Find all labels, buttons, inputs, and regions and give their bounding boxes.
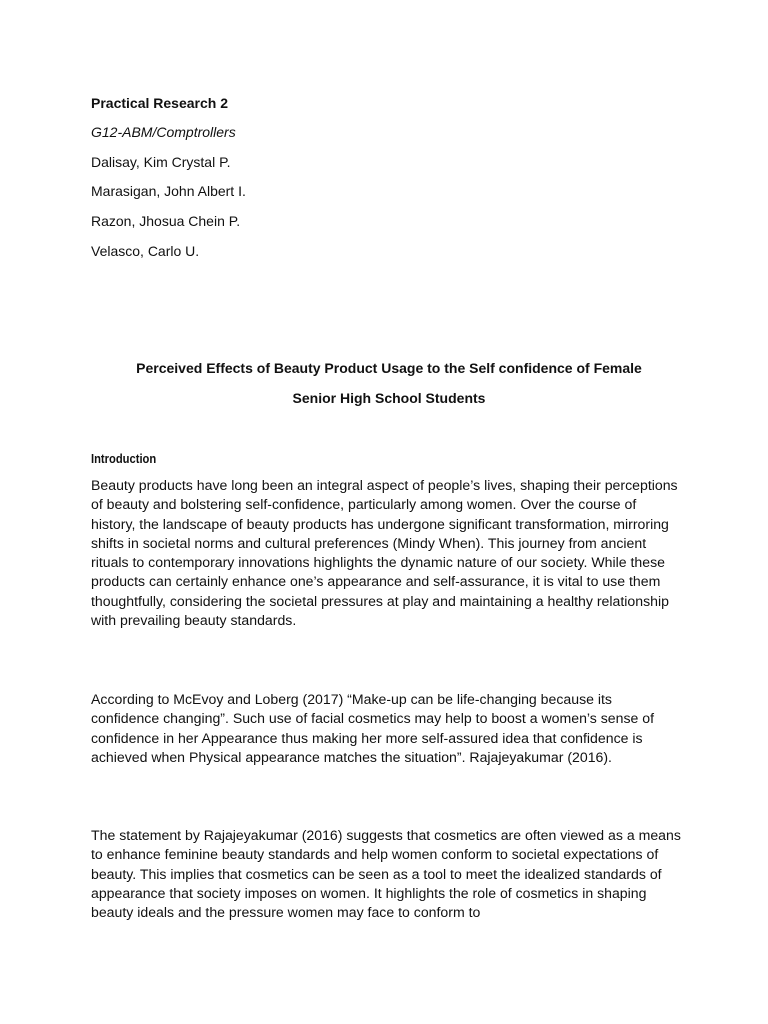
paper-title-line-1: Perceived Effects of Beauty Product Usage to the Self confidence of Female [136,360,642,376]
author-name: Dalisay, Kim Crystal P. [91,154,231,170]
body-paragraph: The statement by Rajajeyakumar (2016) suggests that cosmetics are often viewed as a means to enhance feminine beauty standards and help women conform to societal expectations of beauty. This implies that cosmetics can be seen as a tool to meet the idealized standards of appearance that society imposes on women. It highlights the role of cosmetics in shaping beauty ideals and the pressure women may face to conform to [91,827,681,921]
paper-title-line-2: Senior High School Students [292,390,486,406]
subject-title: Practical Research 2 [91,95,228,111]
body-paragraph: According to McEvoy and Loberg (2017) “Make-up can be life-changing because its confidence changing”. Such use of facial cosmetics may help to boost a women’s sense of confidence in her Appearance thus making her more self-assured idea that confidence is achieved when Physical appearance matches the situation”. Rajajeyakumar (2016). [91,691,655,765]
author-name: Velasco, Carlo U. [91,243,200,259]
body-paragraph: Beauty products have long been an integral aspect of people’s lives, shaping their perceptions of beauty and bolstering self-confidence, particularly among women. Over the course of history, the landscape of beauty products has undergone significant transformation, mirroring shifts in societal norms and cultural preferences (Mindy When). This journey from ancient rituals to contemporary innovations highlights the dynamic nature of our society. While these products can certainly enhance one’s appearance and self-assurance, it is vital to use them thoughtfully, considering the societal pressures at play and maintaining a healthy relationship with prevailing beauty standards. [91,477,678,629]
author-name: Marasigan, John Albert I. [91,183,246,199]
section-label: G12-ABM/Comptrollers [91,124,236,140]
introduction-heading: Introduction [91,451,157,466]
author-name: Razon, Jhosua Chein P. [91,213,241,229]
